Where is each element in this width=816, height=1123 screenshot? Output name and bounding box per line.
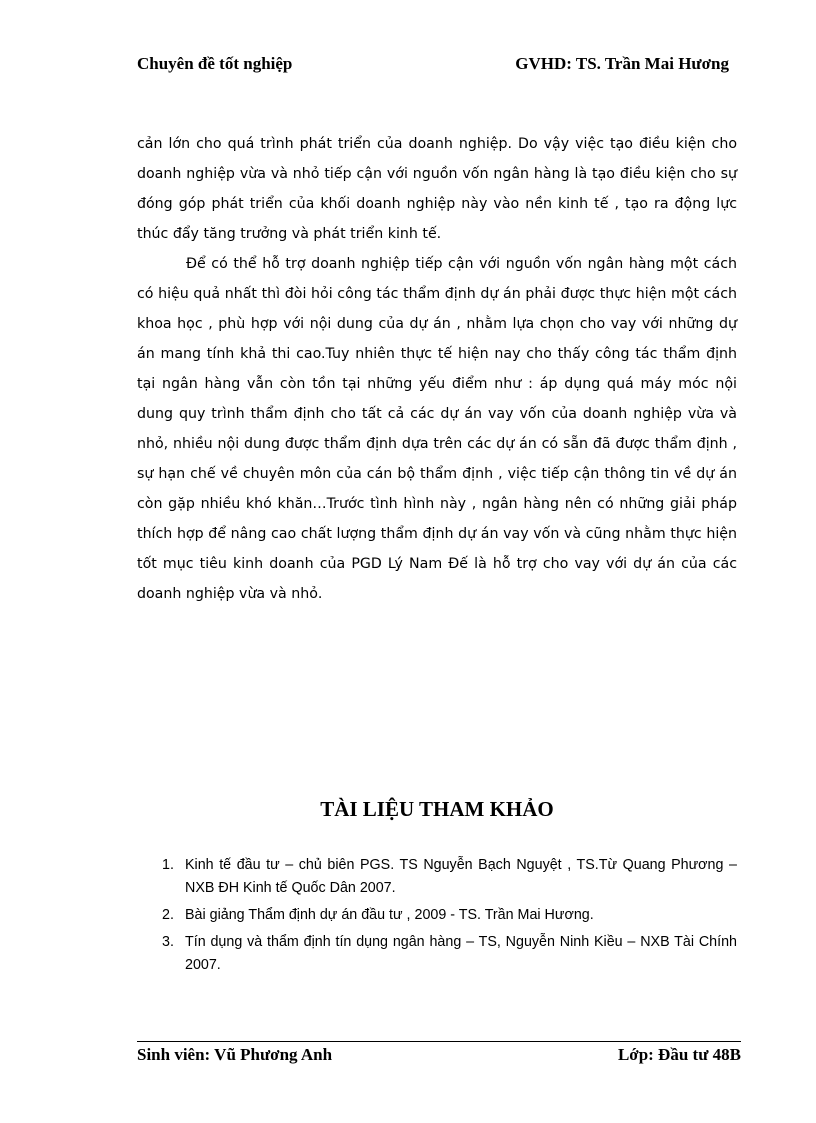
- reference-number: 3.: [162, 934, 174, 950]
- reference-number: 1.: [162, 857, 174, 873]
- footer-student: Sinh viên: Vũ Phương Anh: [137, 1045, 333, 1064]
- header-document-type: Chuyên đề tốt nghiệp: [137, 54, 293, 73]
- footer-divider: [137, 1041, 741, 1042]
- paragraph-2: Để có thể hỗ trợ doanh nghiệp tiếp cận với nguồn vốn ngân hàng một cách có hiệu quả nhất thì đòi hỏi công tác thẩm định dự án phải được thực hiện một cách khoa học , phù hợp với nội dung của dự án , nhằm lựa chọn cho vay với những dự án mang tính khả thi cao.Tuy nhiên thực tế hiện nay cho thấy công tác thẩm định tại ngân hàng vẫn còn tồn tại những yếu điểm như : áp dụng quá máy móc nội dung quy trình thẩm định cho tất cả các dự án vay vốn của doanh nghiệp vừa và nhỏ, nhiều nội dung được thẩm định dựa trên các dự án có sẵn đã được thẩm định , sự hạn chế về chuyên môn của cán bộ thẩm định , việc tiếp cận thông tin về dự án còn gặp nhiều khó khăn…Trước tình hình này , ngân hàng nên có những giải pháp thích hợp để nâng cao chất lượng thẩm định dự án vay vốn và cũng nhằm thực hiện tốt mục tiêu kinh doanh của PGD Lý Nam Đế là hỗ trợ cho vay với dự án của các doanh nghiệp vừa và nhỏ.: [137, 256, 737, 602]
- reference-text: Kinh tế đầu tư – chủ biên PGS. TS Nguyễn Bạch Nguyệt , TS.Từ Quang Phương – NXB ĐH Kinh tế Quốc Dân 2007.: [185, 857, 737, 896]
- page-header: [137, 54, 729, 82]
- reference-item: [137, 904, 737, 927]
- references-title: TÀI LIỆU THAM KHẢO: [320, 797, 554, 821]
- reference-text: Tín dụng và thẩm định tín dụng ngân hàng – TS, Nguyễn Ninh Kiều – NXB Tài Chính 2007.: [185, 934, 737, 973]
- paragraph-1: cản lớn cho quá trình phát triển của doanh nghiệp. Do vậy việc tạo điều kiện cho doanh nghiệp vừa và nhỏ tiếp cận với nguồn vốn ngân hàng là tạo điều kiện cho sự đóng góp phát triển của khối doanh nghiệp này vào nền kinh tế , tạo ra động lực thúc đẩy tăng trưởng và phát triển kinh tế.: [137, 136, 737, 242]
- footer-class: Lớp: Đầu tư 48B: [617, 1045, 741, 1064]
- page-footer: [137, 1045, 741, 1071]
- reference-text: Bài giảng Thẩm định dự án đầu tư , 2009 - TS. Trần Mai Hương.: [185, 907, 594, 923]
- reference-number: 2.: [162, 907, 174, 923]
- body-text: [137, 129, 737, 609]
- header-supervisor: GVHD: TS. Trần Mai Hương: [515, 54, 729, 73]
- reference-item: [137, 854, 737, 900]
- reference-item: [137, 931, 737, 977]
- references-list: [137, 854, 737, 981]
